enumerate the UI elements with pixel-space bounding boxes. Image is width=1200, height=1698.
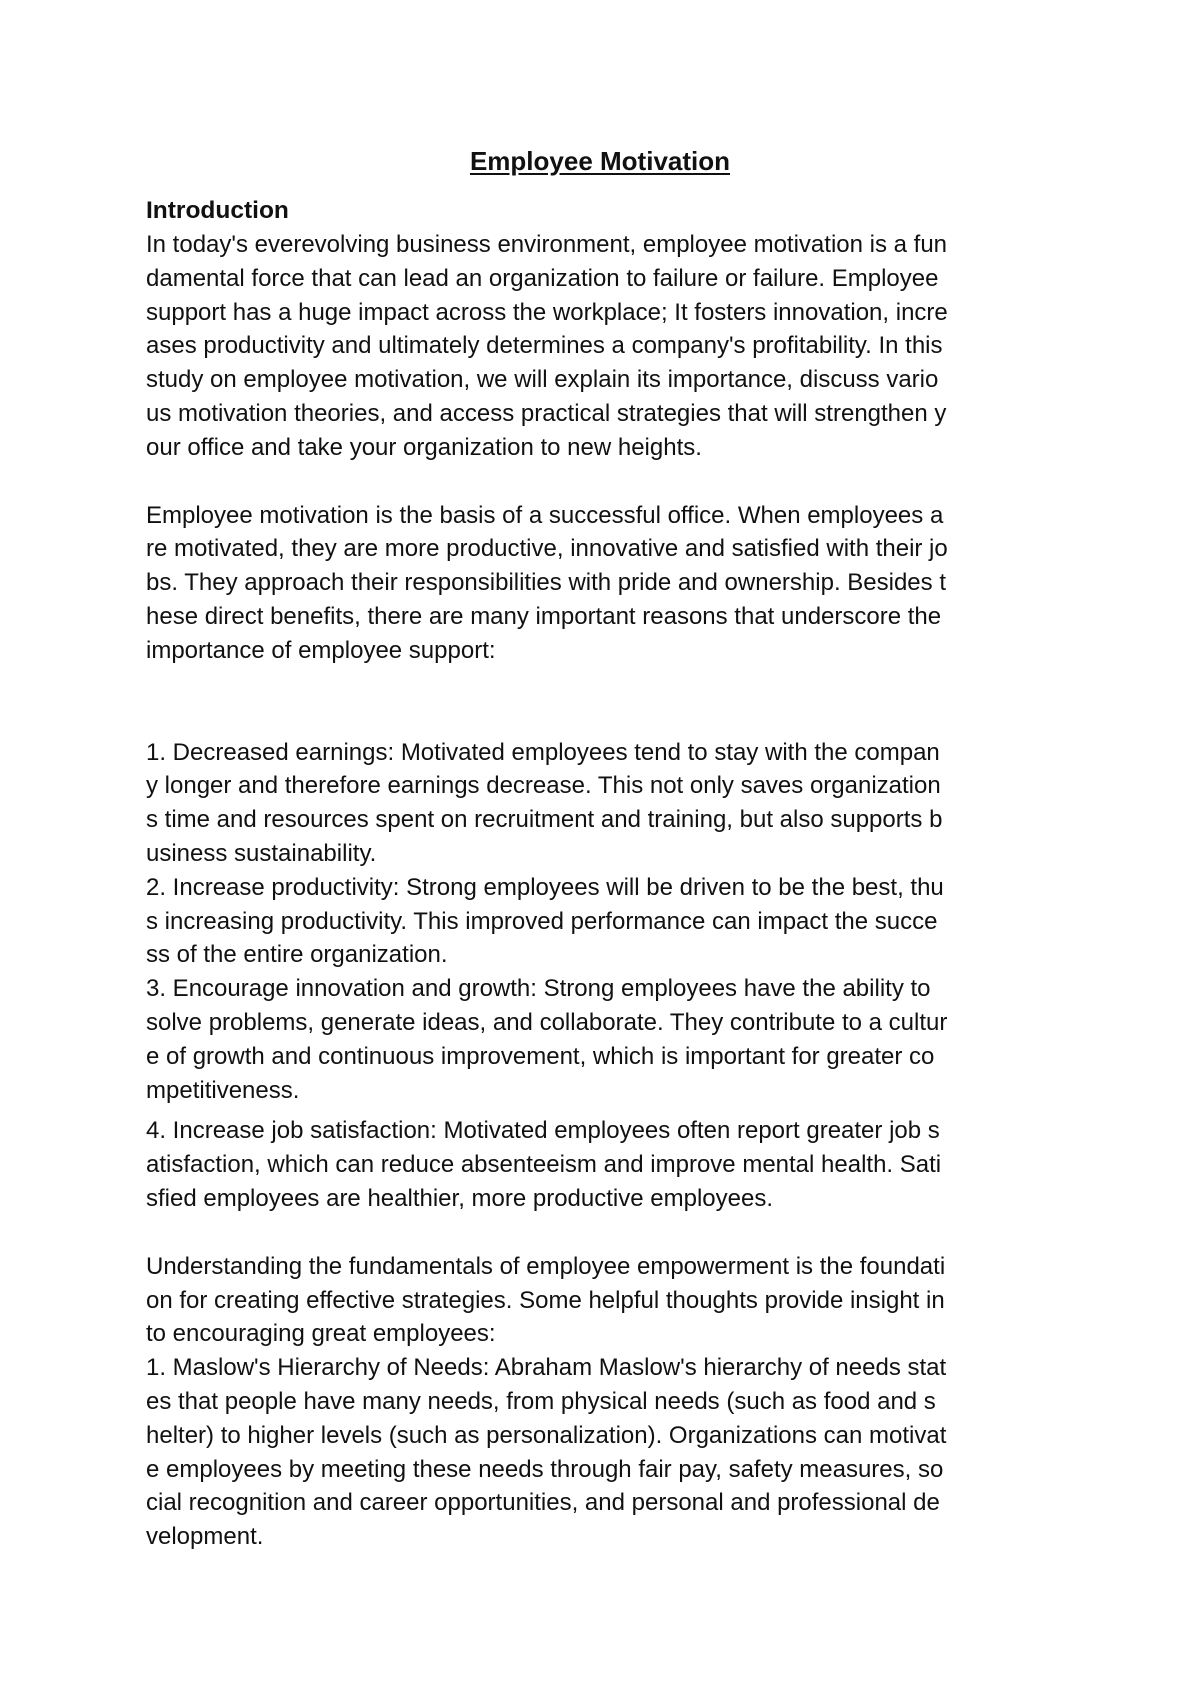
list-line: 3. Encourage innovation and growth: Strong employees have the ability to: [146, 975, 931, 1003]
list-line: sfied employees are healthier, more productive employees.: [146, 1184, 773, 1212]
list-line: 2. Increase productivity: Strong employees will be driven to be the best, thu: [146, 873, 944, 901]
theories-paragraph: [146, 1250, 1066, 1554]
document-body: [146, 194, 1066, 1554]
list-line: s time and resources spent on recruitment and training, but also supports b: [146, 806, 943, 834]
list-line: e of growth and continuous improvement, which is important for greater co: [146, 1042, 935, 1070]
text-line: 1. Maslow's Hierarchy of Needs: Abraham Maslow's hierarchy of needs stat: [146, 1354, 947, 1382]
text-line: velopment.: [146, 1523, 264, 1551]
list-line: ss of the entire organization.: [146, 941, 448, 969]
text-line: support has a huge impact across the workplace; It fosters innovation, incre: [146, 298, 948, 326]
document-title: Employee Motivation: [469, 146, 731, 176]
intro-heading: Introduction: [146, 197, 289, 224]
text-line: hese direct benefits, there are many important reasons that underscore the: [146, 602, 942, 630]
text-line: Understanding the fundamentals of employee empowerment is the foundati: [146, 1252, 946, 1280]
text-line: Employee motivation is the basis of a successful office. When employees a: [146, 501, 944, 529]
list-line: solve problems, generate ideas, and collaborate. They contribute to a cultur: [146, 1008, 948, 1036]
list-line: usiness sustainability.: [146, 839, 377, 867]
list-line: atisfaction, which can reduce absenteeism and improve mental health. Sati: [146, 1151, 942, 1179]
text-line: cial recognition and career opportunities, and personal and professional de: [146, 1489, 940, 1517]
text-line: to encouraging great employees:: [146, 1320, 496, 1348]
text-line: bs. They approach their responsibilities with pride and ownership. Besides t: [146, 569, 946, 597]
intro-paragraph: [146, 228, 1066, 465]
text-line: ases productivity and ultimately determines a company's profitability. In this: [146, 332, 943, 360]
text-line: study on employee motivation, we will explain its importance, discuss vario: [146, 366, 939, 394]
list-line: 1. Decreased earnings: Motivated employees tend to stay with the compan: [146, 738, 940, 766]
paragraph-spacer: [146, 668, 1066, 736]
paragraph-spacer: [146, 1216, 1066, 1250]
text-line: es that people have many needs, from physical needs (such as food and s: [146, 1387, 936, 1415]
text-line: our office and take your organization to new heights.: [146, 433, 702, 461]
text-line: re motivated, they are more productive, innovative and satisfied with their jo: [146, 535, 948, 563]
text-line: on for creating effective strategies. Some helpful thoughts provide insight in: [146, 1286, 945, 1314]
text-line: damental force that can lead an organization to failure or failure. Employee: [146, 264, 939, 292]
reasons-list-item-4: [146, 1114, 1066, 1215]
text-line: In today's everevolving business environment, employee motivation is a fun: [146, 231, 948, 258]
list-line: 4. Increase job satisfaction: Motivated employees often report greater job s: [146, 1117, 940, 1145]
importance-paragraph: [146, 499, 1066, 668]
list-line: mpetitiveness.: [146, 1076, 300, 1104]
list-line: y longer and therefore earnings decrease. This not only saves organization: [146, 772, 941, 800]
text-line: importance of employee support:: [146, 636, 496, 664]
text-line: helter) to higher levels (such as personalization). Organizations can motivat: [146, 1421, 947, 1449]
paragraph-spacer: [146, 465, 1066, 499]
text-line: us motivation theories, and access practical strategies that will strengthen y: [146, 399, 947, 427]
list-line: s increasing productivity. This improved performance can impact the succe: [146, 907, 938, 935]
paragraph-spacer: [146, 1107, 1066, 1114]
text-line: e employees by meeting these needs through fair pay, safety measures, so: [146, 1455, 944, 1483]
reasons-list: [146, 736, 1066, 1108]
